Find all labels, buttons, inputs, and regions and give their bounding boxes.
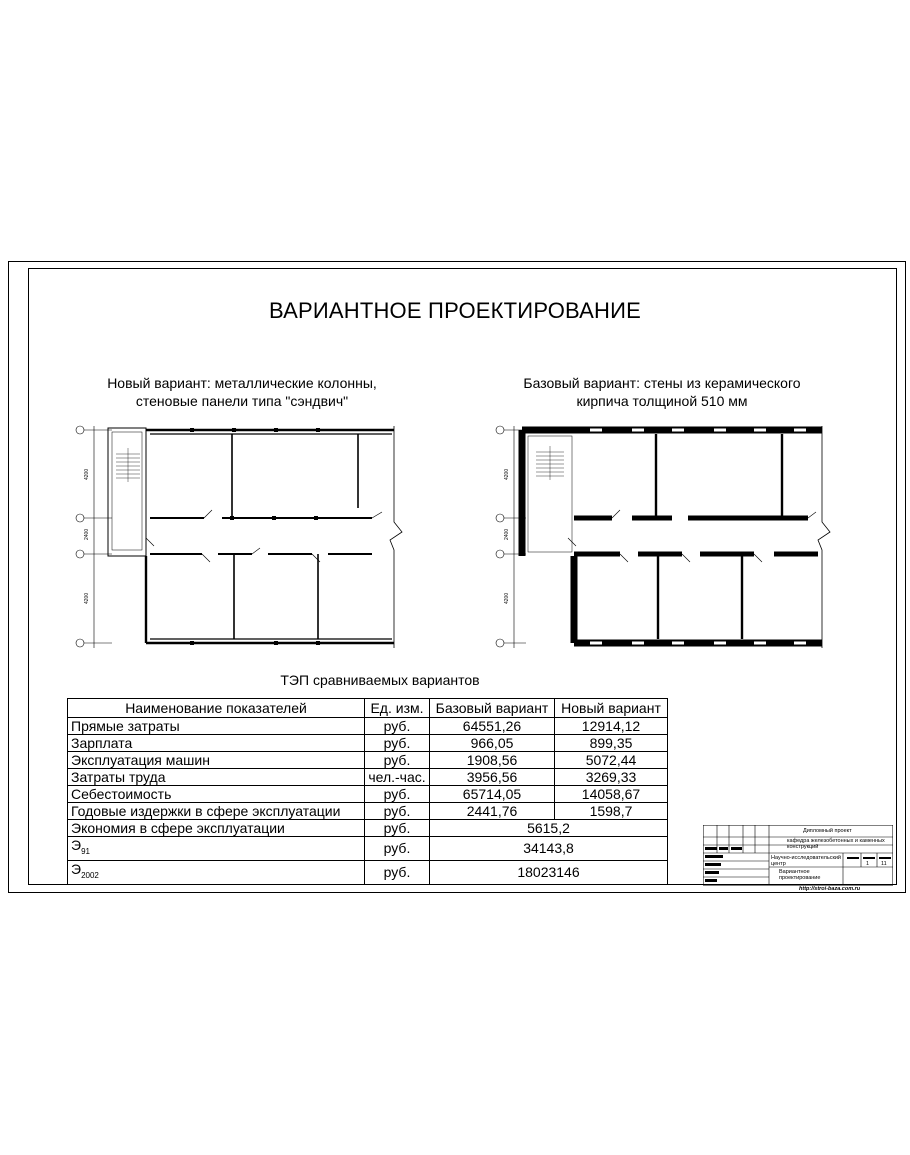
table-row: [68, 860, 668, 884]
row-base: 1908,56: [430, 752, 555, 769]
row-base: 3956,56: [430, 769, 555, 786]
row-name: Годовые издержки в сфере эксплуатации: [68, 803, 365, 820]
table-row: [68, 803, 668, 820]
row-name: Себестоимость: [68, 786, 365, 803]
table-row: [68, 752, 668, 769]
dim-bot-base: 4200: [504, 592, 510, 604]
row-unit: руб.: [365, 820, 430, 837]
row-unit: руб.: [365, 860, 430, 884]
stamp-url: http://stroi-baza.com.ru: [799, 886, 861, 892]
stamp-dept: кафедра железобетонных и каменных конструкций: [787, 838, 885, 850]
row-new: 3269,33: [555, 769, 668, 786]
row-new: 14058,67: [555, 786, 668, 803]
stamp-sheets: 11: [881, 861, 887, 867]
row-new: 1598,7: [555, 803, 668, 820]
stamp-sheet-title: Вариантное проектирование: [779, 869, 821, 881]
dim-mid-base: 2400: [504, 528, 510, 540]
table-row: [68, 735, 668, 752]
stamp-project: Дипломный проект: [803, 828, 852, 834]
table-row: [68, 769, 668, 786]
row-value: 34143,8: [430, 837, 668, 861]
dim-top-base: 4200: [504, 468, 510, 480]
row-new: 5072,44: [555, 752, 668, 769]
new-variant-line1: Новый вариант: металлические колонны,: [107, 375, 377, 391]
new-variant-caption: [82, 374, 402, 410]
row-value: 18023146: [430, 860, 668, 884]
title-block: [703, 825, 893, 897]
row-base: 65714,05: [430, 786, 555, 803]
table-row: [68, 837, 668, 861]
row-unit: чел.-час.: [365, 769, 430, 786]
row-unit: руб.: [365, 752, 430, 769]
row-value: 5615,2: [430, 820, 668, 837]
row-name-e91: [68, 837, 365, 861]
row-name: Прямые затраты: [68, 718, 365, 735]
row-base: 64551,26: [430, 718, 555, 735]
row-new: 899,35: [555, 735, 668, 752]
base-variant-floor-plan: [492, 418, 832, 653]
tep-title: ТЭП сравниваемых вариантов: [280, 672, 480, 688]
base-variant-line1: Базовый вариант: стены из керамического: [523, 375, 801, 391]
e-subscript: 91: [81, 846, 90, 856]
table-row: [68, 786, 668, 803]
col-unit-header: Ед. изм.: [365, 699, 430, 718]
row-unit: руб.: [365, 837, 430, 861]
row-new: 12914,12: [555, 718, 668, 735]
row-unit: руб.: [365, 735, 430, 752]
tep-table: [67, 698, 668, 885]
e-symbol: Э: [71, 860, 82, 877]
row-name-e2002: [68, 860, 365, 884]
col-base-header: Базовый вариант: [430, 699, 555, 718]
col-name-header: Наименование показателей: [68, 699, 365, 718]
page-title: ВАРИАНТНОЕ ПРОЕКТИРОВАНИЕ: [268, 298, 642, 323]
row-name: Экономия в сфере эксплуатации: [68, 820, 365, 837]
row-unit: руб.: [365, 786, 430, 803]
row-name: Зарплата: [68, 735, 365, 752]
base-variant-line2: кирпича толщиной 510 мм: [576, 393, 748, 409]
table-row: [68, 718, 668, 735]
row-name: Затраты труда: [68, 769, 365, 786]
new-variant-line2: стеновые панели типа "сэндвич": [135, 393, 349, 409]
base-variant-caption: [502, 374, 822, 410]
row-base: 2441,76: [430, 803, 555, 820]
row-unit: руб.: [365, 803, 430, 820]
dim-mid: 2400: [84, 528, 90, 540]
e-symbol: Э: [71, 837, 82, 853]
dim-bot: 4200: [84, 592, 90, 604]
col-new-header: Новый вариант: [555, 699, 668, 718]
row-unit: руб.: [365, 718, 430, 735]
row-base: 966,05: [430, 735, 555, 752]
e-subscript: 2002: [81, 870, 99, 880]
table-row: [68, 820, 668, 837]
tep-header-row: [68, 699, 668, 718]
new-variant-floor-plan: [72, 418, 407, 653]
stamp-sheet: 1: [866, 861, 870, 867]
row-name: Эксплуатация машин: [68, 752, 365, 769]
dim-top: 4200: [84, 468, 90, 480]
stamp-org: Научно-исследовательский центр: [771, 855, 842, 867]
